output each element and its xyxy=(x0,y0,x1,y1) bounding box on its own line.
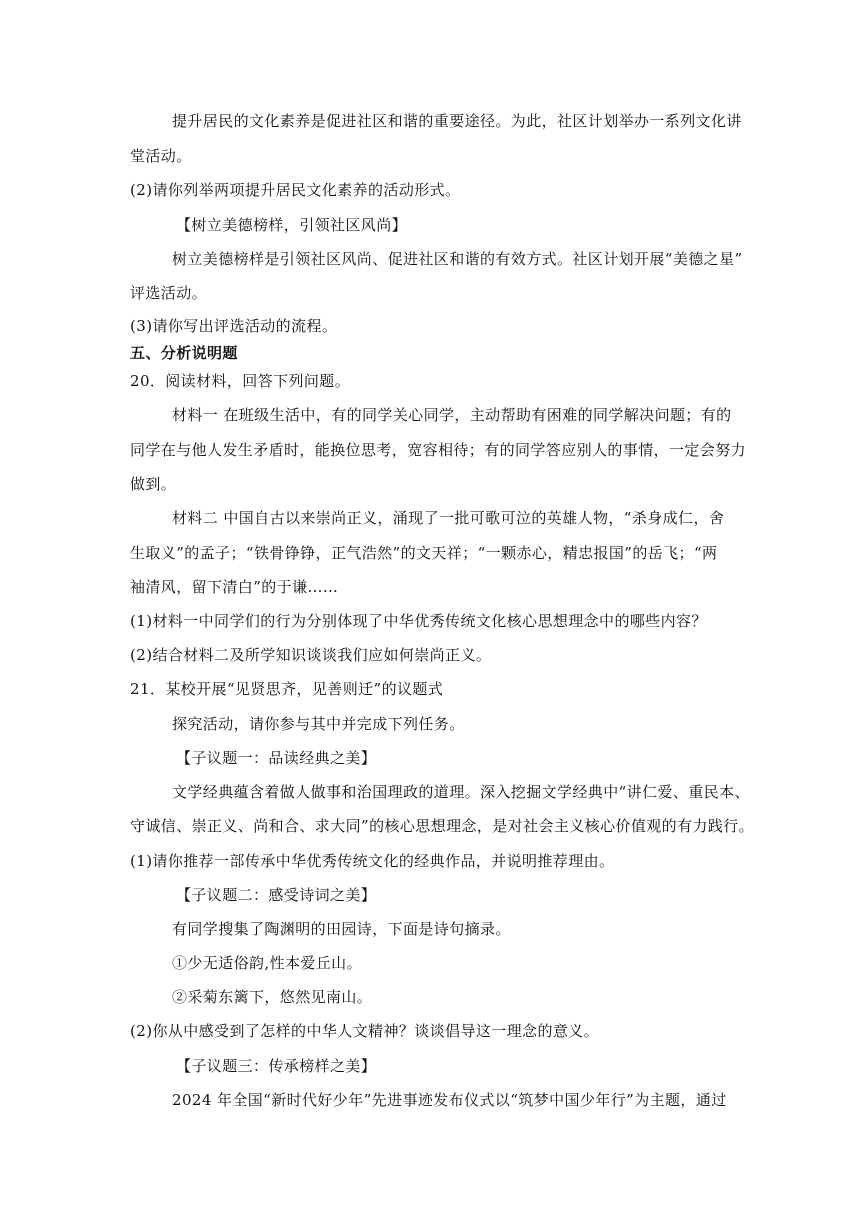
paragraph-line: 生取义”的孟子；“铁骨铮铮，正气浩然”的文天祥；“一颗赤心，精忠报国”的岳飞；“两 xyxy=(130,544,718,562)
section-heading: 【子议题三：传承榜样之美】 xyxy=(176,1057,377,1075)
paragraph-line: 文学经典蕴含着做人做事和治国理政的道理。深入挖掘文学经典中“讲仁爱、重民本、 xyxy=(172,783,750,801)
question-line: (2)请你列举两项提升居民文化素养的活动形式。 xyxy=(130,181,461,199)
paragraph-line: 2024 年全国“新时代好少年”先进事迹发布仪式以“筑梦中国少年行”为主题，通过 xyxy=(172,1091,727,1109)
paragraph-line: 材料二 中国自古以来崇尚正义，涌现了一批可歌可泣的英雄人物，“杀身成仁，舍 xyxy=(172,509,725,527)
section-heading: 【子议题二：感受诗词之美】 xyxy=(176,886,377,904)
paragraph-line: 评选活动。 xyxy=(130,284,208,302)
paragraph-line: 提升居民的文化素养是促进社区和谐的重要途径。为此，社区计划举办一系列文化讲 xyxy=(172,112,742,130)
paragraph-line: 有同学搜集了陶渊明的田园诗，下面是诗句摘录。 xyxy=(172,920,511,938)
question-line: (2)结合材料二及所学知识谈谈我们应如何崇尚正义。 xyxy=(130,646,492,664)
question-line: 20．阅读材料，回答下列问题。 xyxy=(130,372,351,390)
paragraph-line: 袖清风，留下清白”的于谦…… xyxy=(130,578,339,596)
section-title: 五、分析说明题 xyxy=(130,344,238,362)
paragraph-line: 探究活动，请你参与其中并完成下列任务。 xyxy=(172,715,465,733)
question-line: (1)请你推荐一部传承中华优秀传统文化的经典作品，并说明推荐理由。 xyxy=(130,852,615,870)
paragraph-line: 做到。 xyxy=(130,475,177,493)
paragraph-line: 同学在与他人发生矛盾时，能换位思考，宽容相待；有的同学答应别人的事情，一定会努力 xyxy=(130,441,747,459)
question-line: (2)你从中感受到了怎样的中华人文精神？谈谈倡导这一理念的意义。 xyxy=(130,1022,600,1040)
paragraph-line: 树立美德榜样是引领社区风尚、促进社区和谐的有效方式。社区计划开展“美德之星” xyxy=(172,250,743,268)
poem-line: ①少无适俗韵,性本爱丘山。 xyxy=(172,954,362,972)
section-heading: 【子议题一：品读经典之美】 xyxy=(176,749,377,767)
question-line: (3)请你写出评选活动的流程。 xyxy=(130,317,338,335)
question-line: 21．某校开展“见贤思齐，见善则迁”的议题式 xyxy=(130,680,444,698)
paragraph-line: 堂活动。 xyxy=(130,147,192,165)
section-heading: 【树立美德榜样，引领社区风尚】 xyxy=(176,216,408,234)
paragraph-line: 材料一 在班级生活中，有的同学关心同学，主动帮助有困难的同学解决问题；有的 xyxy=(172,406,732,424)
paragraph-line: 守诚信、崇正义、尚和合、求大同”的核心思想理念，是对社会主义核心价值观的有力践行。 xyxy=(130,817,755,835)
poem-line: ②采菊东篱下，悠然见南山。 xyxy=(172,988,373,1006)
question-line: (1)材料一中同学们的行为分别体现了中华优秀传统文化核心思想理念中的哪些内容？ xyxy=(130,612,707,630)
